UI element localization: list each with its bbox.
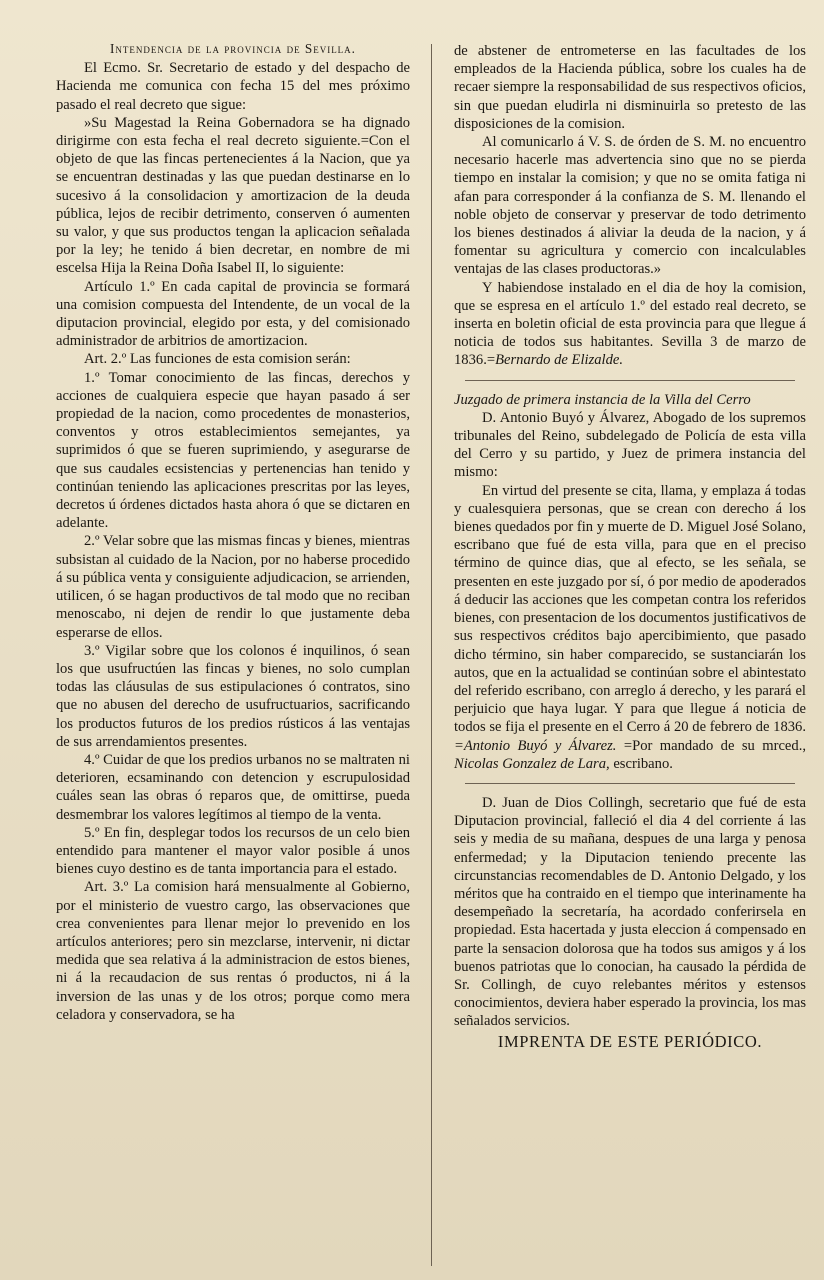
intendencia-heading: Intendencia de la provincia de Sevilla. [110, 41, 356, 56]
article-3: Art. 3.º La comision hará mensualmente al Gobierno, por el ministerio de vuestro cargo, las observaciones que crea convenientes para llenar mejor lo prevenido en los artículos anteriores; pero sin mezclarse, intervenir, ni dictar medida que sea relativa á la administracion de estos bienes, ni á la recaudacion de sus rentas ó productos, ni á la inversion de las unas y de los otros; porque como mera celadora y conservadora, se ha [56, 879, 410, 1023]
section-divider-2 [465, 783, 795, 784]
royal-decree-preamble: »Su Magestad la Reina Gobernadora se ha dignado dirigirme con esta fecha el real decreto siguiente.=Con el objeto de que las fincas pertenecientes á la Nacion, que ya se encuentran destinadas y las que puedan destinarse en lo sucesivo á la consolidacion y amortizacion de la deuda pública, lejos de recibir detrimento, conserven ó aumenten su valor, y que sus productos tengan la aplicacion señalada por la ley; he tenido á bien decretar, en nombre de mi escelsa Hija la Reina Doña Isabel II, lo siguiente: [56, 114, 410, 277]
article-2-item-4: 4.º Cuidar de que los predios urbanos no se maltraten ni deterioren, ecsaminando con detencion y escrupulosidad cuáles sean las obras ó reparos que, de omittirse, pueda desmembrar los valores legítimos al tiempo de la venta. [56, 751, 410, 823]
juzgado-heading: Juzgado de primera instancia de la Villa del Cerro [454, 391, 751, 408]
article-3-continuation: de abstener de entrometerse en las facultades de los empleados de la Hacienda pública, sobre los cuales ha de recaer siempre la responsabilidad de sus respectivos oficios, sin que puedan eludirla ni disminuirla so pretesto de las disposiciones de la comision. [454, 43, 806, 132]
buyo-signature: =Antonio Buyó y Álvarez. [454, 737, 617, 754]
article-2-item-3: 3.º Vigilar sobre que los colonos é inquilinos, ó sean los que usufructúen las fincas y bienes, no solo cumplan todas las cláusulas de sus estipulaciones ó contratos, sino que no abusen del derecho de usufructuarios, sacrificando los productos futuros de los predios rústicos á las ventajas de sus arrendamientos presentes. [56, 642, 410, 750]
column-divider [431, 44, 432, 1266]
printer-imprint: IMPRENTA DE ESTE PERIÓDICO. [497, 1031, 763, 1051]
article-2-item-5: 5.º En fin, desplegar todos los recursos de un celo bien entendido para mantener el mayor valor posible á unos bienes cuyo destino es de tanta importancia para el estado. [56, 824, 410, 878]
article-2: Art. 2.º Las funciones de esta comision serán: [84, 351, 351, 368]
escribano-text: escribano. [613, 755, 673, 772]
right-column [454, 42, 806, 1051]
left-column [56, 40, 410, 1024]
installation-text: Y habiendose instalado en el dia de hoy la comision, que se espresa en el artículo 1.º del estado real decreto, se inserta en boletin oficial de esta provincia para que llegue á noticia de todos sus habitantes. Sevilla 3 de marzo de 1836.= [454, 279, 806, 369]
collingh-notice: D. Juan de Dios Collingh, secretario que fué de esta Diputacion provincial, falleció el dia 4 del corriente á las seis y media de su mañana, despues de una larga y penosa enfermedad; y la Diputacion teniendo precente las circunstancias recomendables de D. Antonio Delgado, y los méritos que ha contraido en el tiempo que interinamente ha desempeñado la secretaría, ha acordado conferirsela en propiedad. Esta hacertada y justa eleccion á compensado en parte la sensacion dolorosa que ha todos sus amigos y á los buenos patriotas que lo conocian, ha causado la pérdida de Sr. Collingh, de cuyo relebantes méritos y estensos conocimientos, deviera haber esperado la provincia, los mas señalados servicios. [454, 794, 806, 1030]
by-order-text: =Por mandado de su mrced., [623, 737, 806, 754]
decree-intro: El Ecmo. Sr. Secretario de estado y del despacho de Hacienda me comunica con fecha 15 del mes próximo pasado el real decreto que sigue: [56, 60, 410, 113]
edict-text [454, 482, 806, 773]
article-2-item-2: 2.º Velar sobre que las mismas fincas y bienes, mientras subsistan al cuidado de la Nacion, por no haberse procedido á su pública venta y consiguiente adjudicacion, se arrienden, utilicen, ó se hagan productivos de tal modo que no reciban menoscabo, ni dejen de rendir lo que justamente deba esperarse de ellos. [56, 533, 410, 641]
section-divider-1 [465, 380, 795, 381]
article-2-item-1: 1.º Tomar conocimiento de las fincas, derechos y acciones de cualquiera especie que hayan pasado á ser propiedad de la nacion, como procedentes de monasterios, conventos y otros establecimientos semejantes, ya suprimidos ó que se fueren suprimiendo, y asegurarse de que sus caudales ecsistencias y pertenencias han tenido y continúan teniendo las aplicaciones prescritas por las leyes, decretos ú órdenes dictados hasta ahora ó que se dictaren en adelante. [56, 369, 410, 532]
installation-paragraph [454, 279, 806, 370]
elizalde-signature: Bernardo de Elizalde. [495, 352, 624, 369]
communication-paragraph: Al comunicarlo á V. S. de órden de S. M. no encuentro necesario hacerle mas advertencia sino que no se pierda tiempo en instalar la comision; y que no se omita fatiga ni afan para corresponder á la confianza de S. M. llenando el noble objeto de conservar y preservar de todo detrimento los bienes destinados á aliviar la deuda de la nacion, y á fomentar su agricultura y comercio con incalculables ventajas de las clases productoras.» [454, 134, 806, 278]
juez-title: D. Antonio Buyó y Álvarez, Abogado de los supremos tribunales del Reino, subdelegado de Policía de esta villa del Cerro y su partido, y Juez de primera instancia del mismo: [454, 409, 806, 481]
lara-signature: Nicolas Gonzalez de Lara, [454, 755, 610, 772]
article-1: Artículo 1.º En cada capital de provincia se formará una comision compuesta del Intendente, de un vocal de la diputacion provincial, elegido por esta, y del comisionado administrador de arbitrios de amortizacion. [56, 278, 410, 350]
edict-body: En virtud del presente se cita, llama, y emplaza á todas y cualesquiera personas, que se crean con derecho á los bienes quedados por fin y muerte de D. Miguel José Solano, escribano que fué de esta villa, para que en el preciso término de quince dias, que al efecto, se les señala, se presenten en este juzgado por sí, ó por medio de apoderados á deducir las acciones que les competan contra los referidos bienes, con presentacion de los documentos justificativos de sus respectivos créditos bajo apercibimiento, que pasado dicho término, sin haber comparecido, se sustanciarán los autos, que en la actualidad se continúan sobre el abintestato del referido escribano, con arreglo á derecho, y les parará el perjuicio que haya lugar. Y para que llegue á noticia de todos se fija el presente en el Cerro á 20 de febrero de 1836. [454, 482, 806, 736]
